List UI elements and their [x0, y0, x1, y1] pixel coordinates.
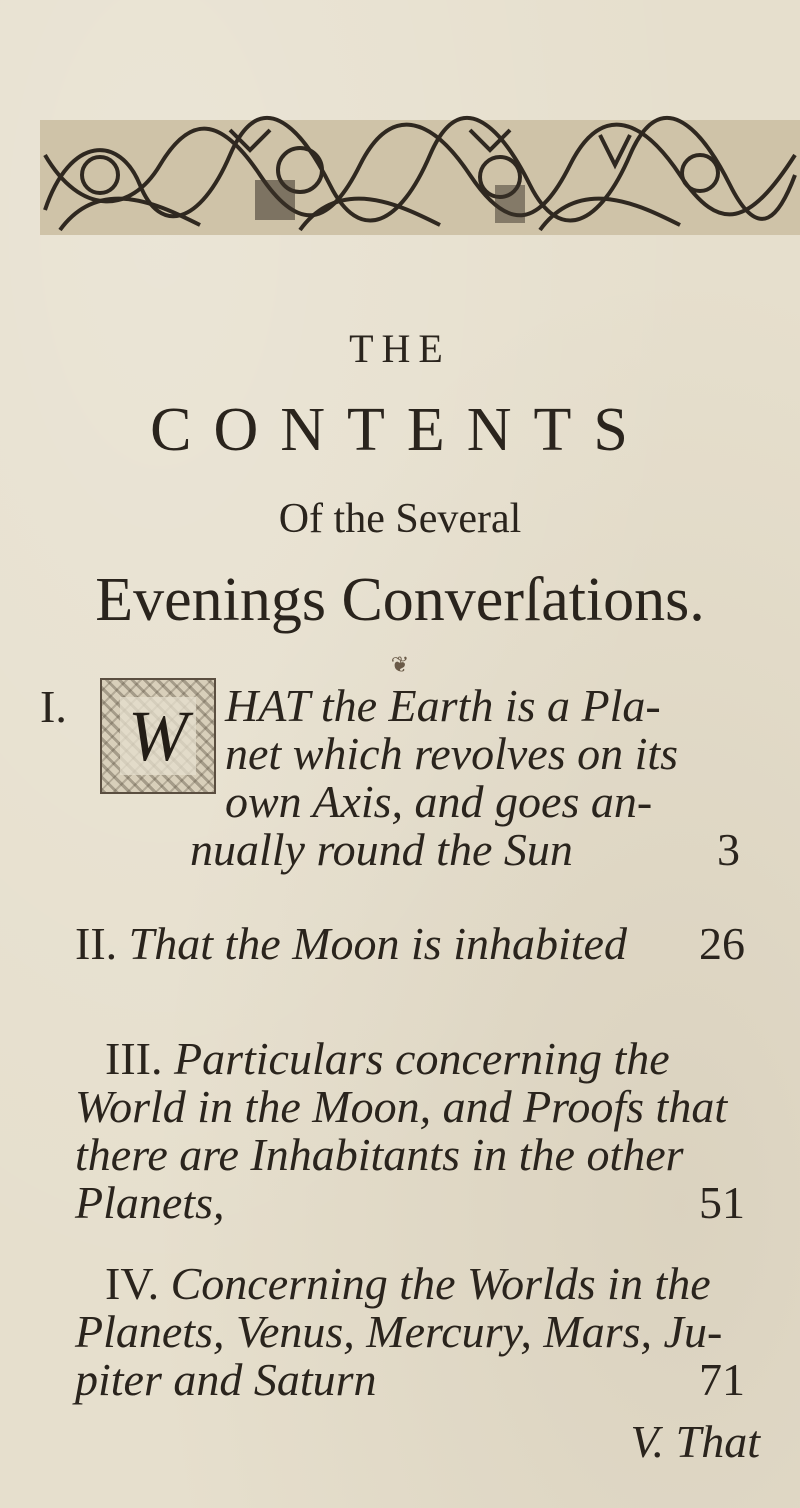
- entry-3-numeral: III.: [105, 1033, 163, 1084]
- woodcut-headpiece-ornament: [0, 115, 800, 240]
- heading-contents: CONTENTS: [150, 396, 650, 464]
- entry-4-line-2: Planets, Venus, Mercury, Mars, Ju-: [75, 1306, 723, 1357]
- catchword: V. That: [630, 1416, 760, 1467]
- entry-1-line-4: nually round the Sun: [190, 824, 573, 875]
- entry-1-numeral: I.: [40, 681, 67, 732]
- flower-dingbat-icon: ❦: [390, 652, 410, 677]
- entry-1-page: 3: [717, 824, 740, 875]
- entry-2-numeral: II.: [75, 918, 118, 969]
- entry-1-line-3: own Axis, and goes an-: [225, 776, 653, 827]
- entry-3: [75, 1035, 745, 1227]
- entry-4-line-1: Concerning the Worlds in the: [170, 1258, 711, 1309]
- entry-2: [75, 920, 745, 968]
- entry-3-line-1: Particulars concerning the: [173, 1033, 670, 1084]
- entry-3-page: 51: [699, 1177, 745, 1228]
- entry-3-line-3: there are Inhabitants in the other: [75, 1129, 684, 1180]
- heading-the: THE: [349, 326, 451, 371]
- entry-4-line-3: piter and Saturn: [75, 1354, 377, 1405]
- entry-2-page: 26: [699, 918, 745, 969]
- entry-3-line-2: World in the Moon, and Proofs that: [75, 1081, 728, 1132]
- entry-4-numeral: IV.: [105, 1258, 160, 1309]
- entry-4-page: 71: [699, 1354, 745, 1405]
- drop-cap-letter: W: [120, 697, 196, 775]
- entry-1-line-1: HAT the Earth is a Pla-: [225, 680, 661, 731]
- heading-main-title: Evenings Converſations.: [95, 566, 705, 634]
- drop-cap-box: [100, 678, 216, 794]
- entry-3-line-4: Planets,: [75, 1177, 225, 1228]
- entry-4: [75, 1260, 745, 1404]
- heading-subtitle: Of the Several: [278, 496, 522, 542]
- entry-1-last: [190, 826, 740, 874]
- entry-1-line-2: net which revolves on its: [225, 728, 679, 779]
- entry-1: [225, 682, 745, 826]
- entry-2-line-1: That the Moon is inhabited: [128, 918, 627, 969]
